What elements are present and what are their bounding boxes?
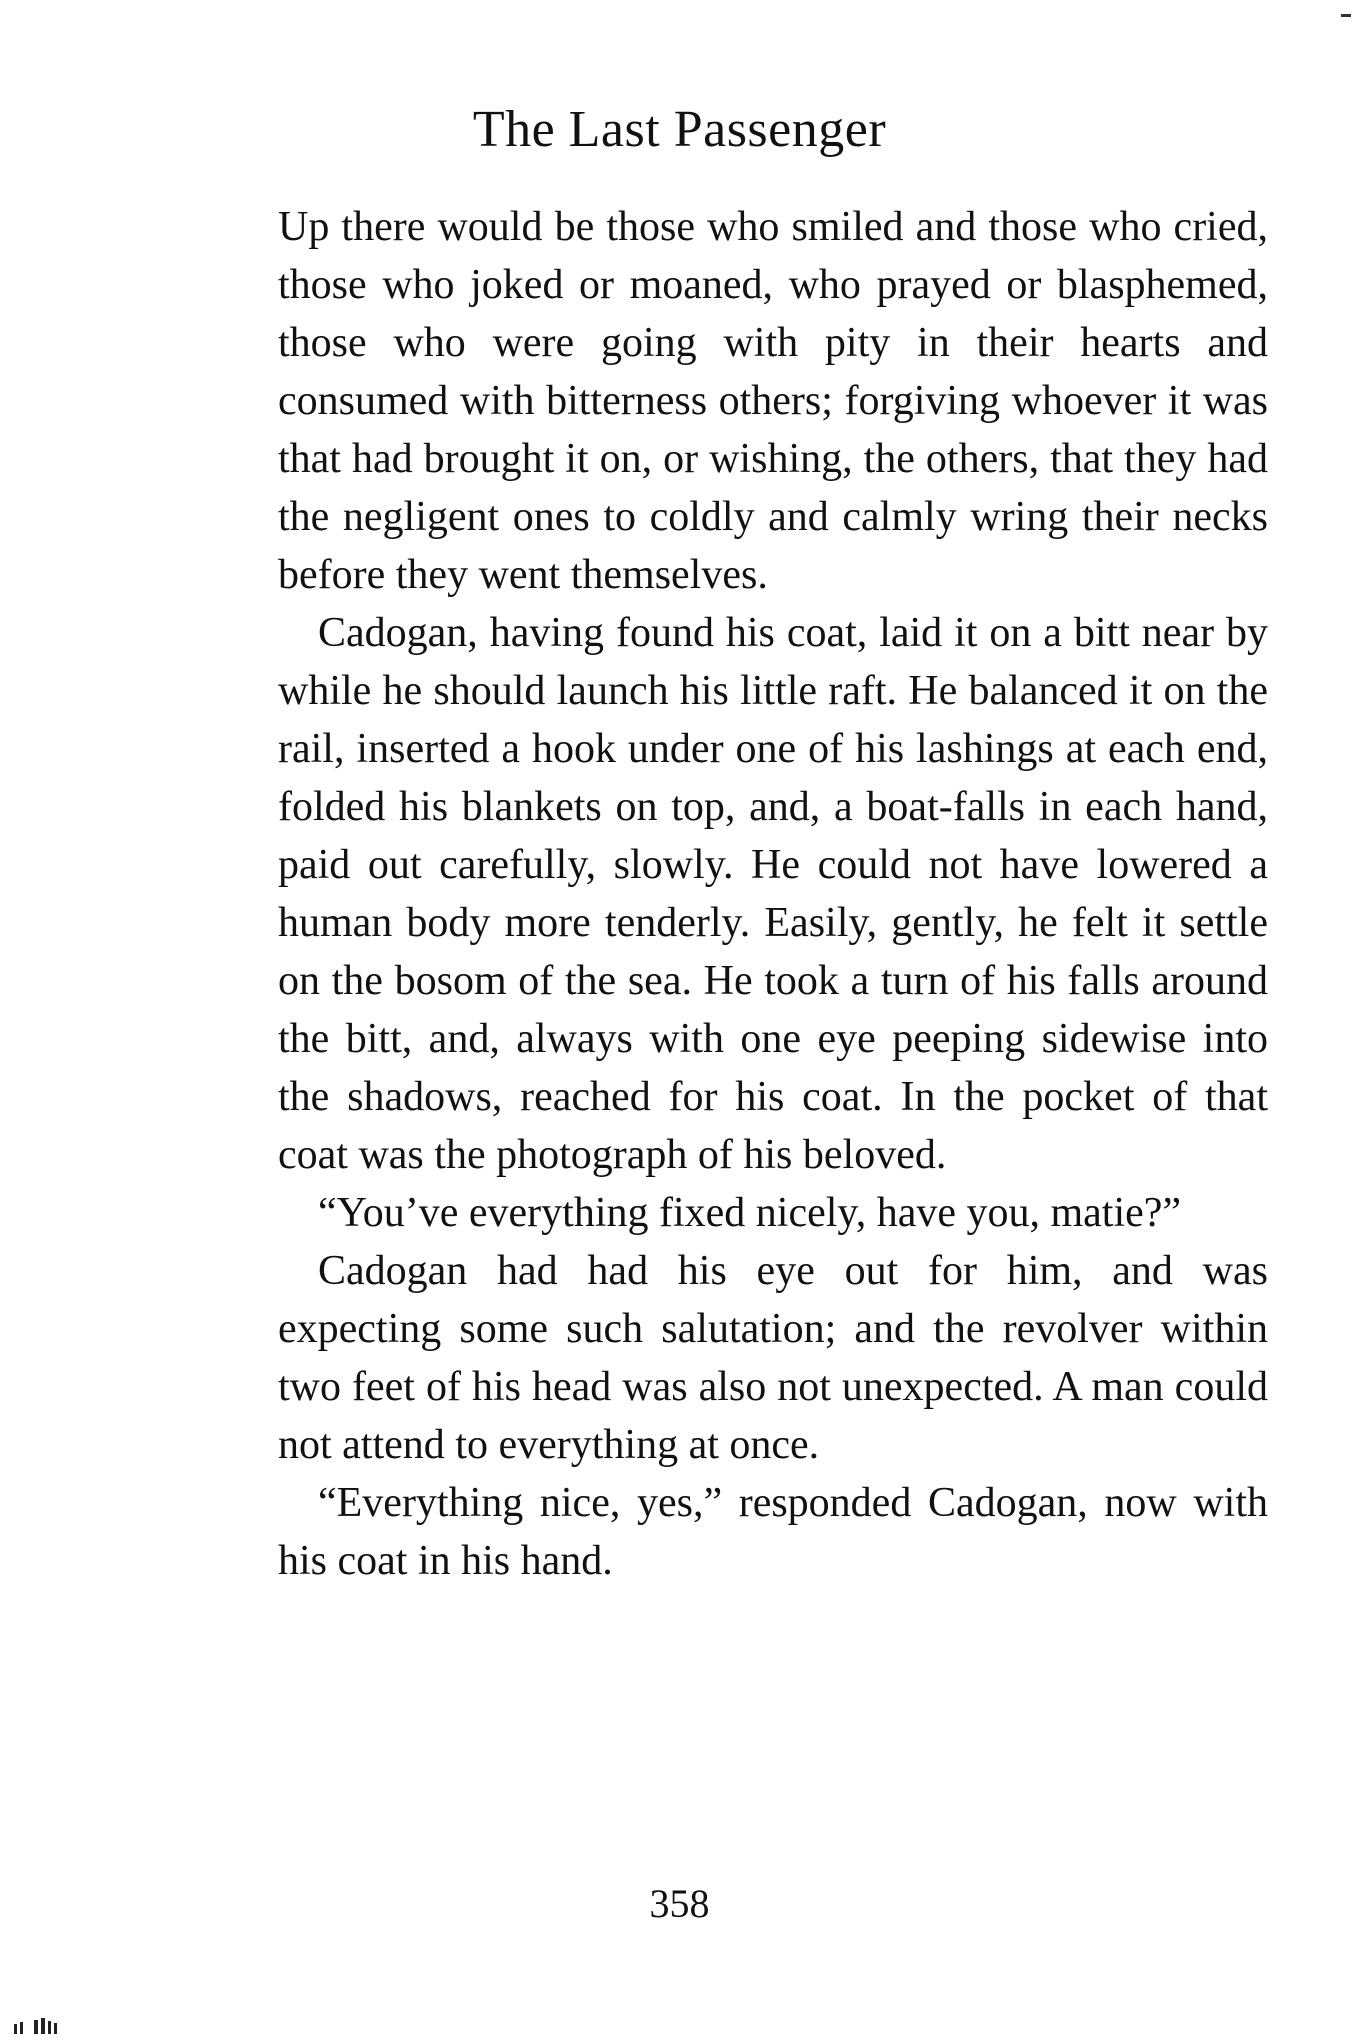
scan-barcode-mark: [14, 2018, 64, 2034]
running-head-title: The Last Passenger: [472, 101, 887, 158]
paragraph-5: “Everything nice, yes,” responded Cadogan, now with his coat in his hand.: [278, 1480, 1268, 1584]
page-number: 358: [649, 1881, 710, 1926]
paragraph-4: Cadogan had had his eye out for him, and was expecting some such salutation; and the revolver within two feet of his head was also not unexpected. A man could not attend to everything at once.: [278, 1248, 1268, 1468]
scan-speck: [1341, 14, 1351, 17]
body-text: [278, 198, 1268, 1590]
paragraph-2: Cadogan, having found his coat, laid it on a bitt near by while he should launch his little raft. He balanced it on the rail, inserted a hook under one of his lashings at each end, folded his blankets on top, and, a boat-falls in each hand, paid out carefully, slowly. He could not have lowered a human body more tenderly. Easily, gently, he felt it settle on the bosom of the sea. He took a turn of his falls around the bitt, and, always with one eye peeping sidewise into the shadows, reached for his coat. In the pocket of that coat was the photograph of his beloved.: [278, 610, 1268, 1178]
paragraph-1: Up there would be those who smiled and those who cried, those who joked or moaned, who prayed or blasphemed, those who were going with pity in their hearts and consumed with bitterness others; forgiving whoever it was that had brought it on, or wishing, the others, that they had the negligent ones to coldly and calmly wring their necks before they went themselves.: [278, 204, 1268, 598]
paragraph-3: “You’ve everything fixed nicely, have you, matie?”: [318, 1190, 1182, 1236]
